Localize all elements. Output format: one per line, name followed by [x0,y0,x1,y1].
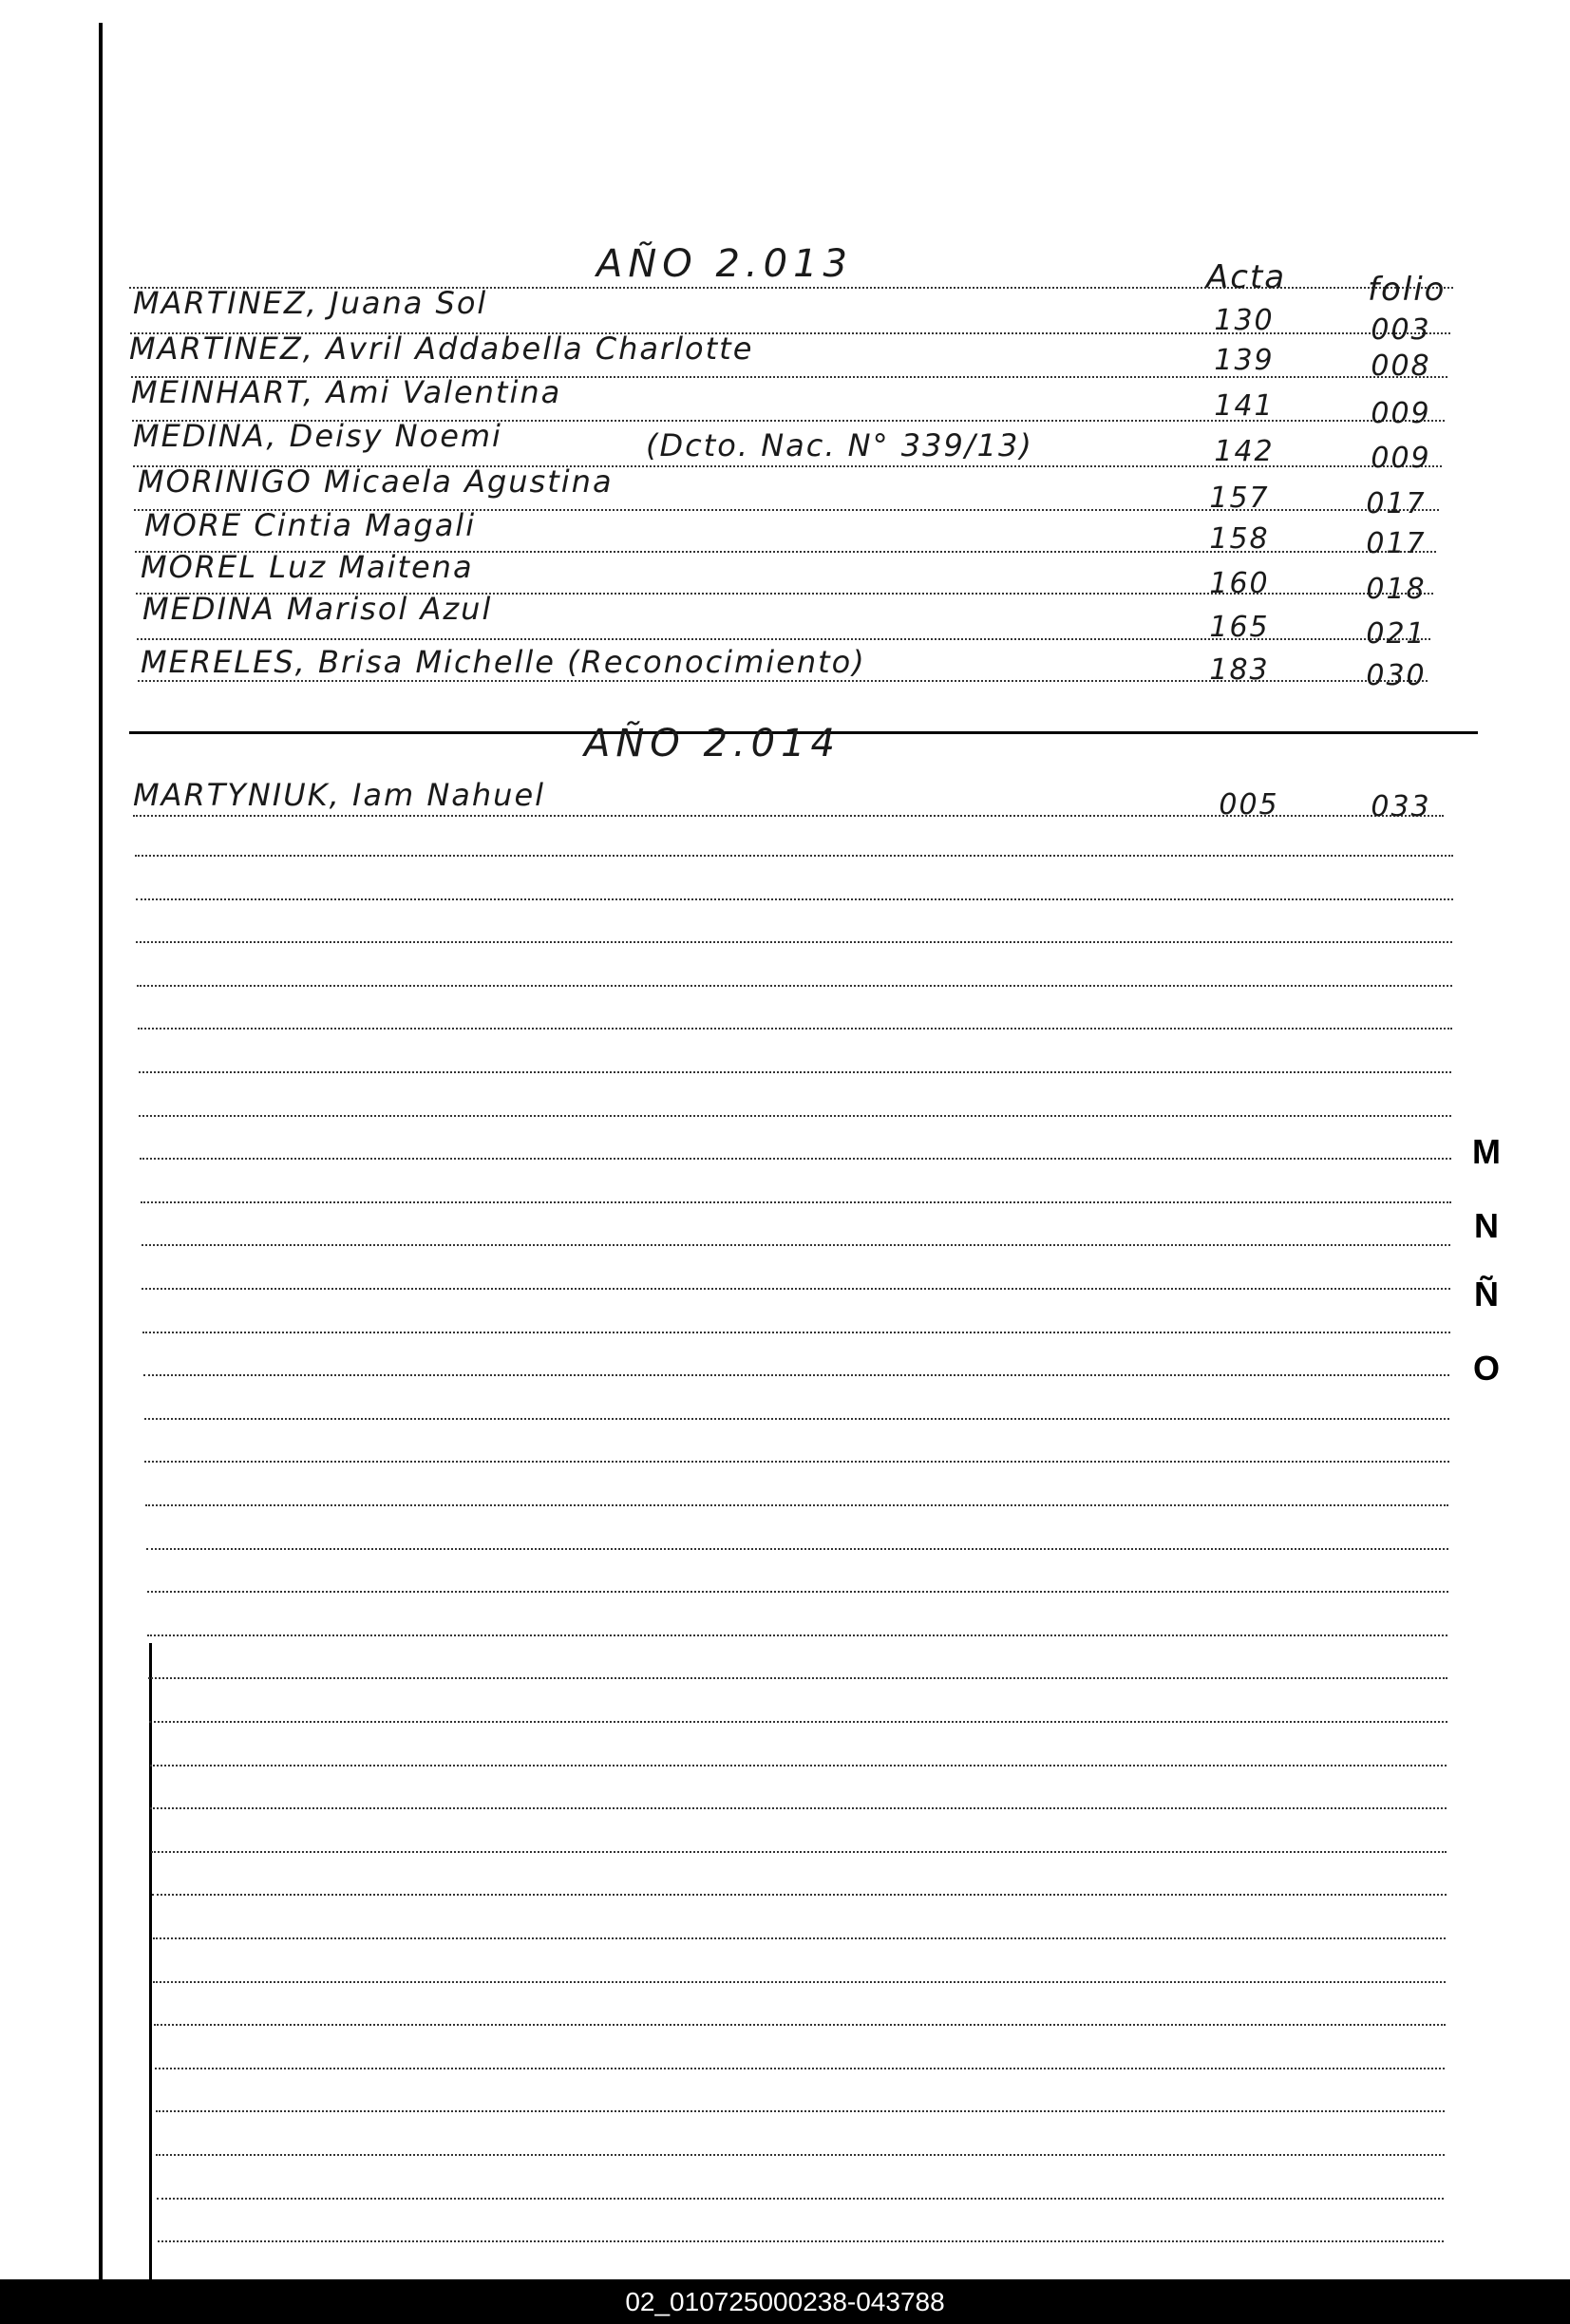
dotted-rule [144,1461,1449,1463]
dotted-rule [153,1981,1446,1983]
dotted-rule [151,1851,1447,1853]
entry-acta: 165 [1209,611,1270,644]
dotted-rule [153,1937,1446,1939]
entry-acta: 183 [1209,653,1270,687]
dotted-rule [145,1504,1448,1506]
dotted-rule [150,1765,1447,1767]
dotted-rule [156,2110,1445,2112]
dotted-rule [138,1028,1452,1030]
index-tab-m: M [1472,1132,1501,1171]
entry-acta: 141 [1214,389,1275,423]
dotted-rule [146,1548,1448,1550]
entry-folio: 017 [1366,527,1427,560]
entry-acta: 158 [1209,522,1270,556]
index-tab-n: N [1474,1206,1499,1245]
heading-2014: AÑO 2.014 [584,722,841,765]
heading-2013: AÑO 2.013 [596,242,853,286]
entry-note: (Dcto. Nac. N° 339/13) [646,427,1033,463]
dotted-rule [136,898,1453,900]
entry-name: MORINIGO Micaela Agustina [138,463,614,500]
dotted-rule [155,2068,1445,2069]
footer-code: 02_010725000238-043788 [0,2279,1570,2324]
entry-name: MEDINA, Deisy Noemi [133,418,502,454]
entry-acta: 139 [1214,344,1275,377]
left-margin-line [99,23,103,2279]
entry-name: MARTINEZ, Juana Sol [133,285,488,321]
dotted-rule [141,1201,1451,1203]
column-header-folio: folio [1368,271,1447,309]
entry-acta: 005 [1219,788,1279,822]
entry-name: MORE Cintia Magali [144,507,477,543]
dotted-rule [143,1374,1449,1376]
dotted-rule [139,1071,1451,1073]
entry-acta: 130 [1214,304,1275,337]
entry-name: MARTYNIUK, Iam Nahuel [133,777,546,813]
dotted-rule [139,1115,1451,1117]
entry-name: MERELES, Brisa Michelle (Reconocimiento) [141,644,866,680]
entry-folio: 030 [1366,659,1427,692]
dotted-rule [147,1591,1448,1593]
dotted-rule [142,1244,1450,1246]
column-header-acta: Acta [1206,258,1287,296]
entry-folio: 017 [1366,487,1427,520]
dotted-rule [150,1807,1447,1809]
index-tab-o: O [1472,1349,1500,1388]
dotted-rule [148,1677,1447,1679]
dotted-rule [137,985,1452,987]
entry-folio: 033 [1371,790,1431,823]
entry-name: MEINHART, Ami Valentina [131,374,562,410]
entry-folio: 003 [1371,313,1431,347]
entry-acta: 157 [1209,482,1270,515]
dotted-rule [152,1894,1447,1896]
dotted-rule [136,941,1452,943]
dotted-rule [158,2240,1444,2242]
entry-folio: 009 [1371,397,1431,430]
index-tab-enye: Ñ [1474,1275,1499,1313]
dotted-rule [149,1721,1447,1723]
dotted-rule [157,2198,1444,2200]
dotted-rule [144,1418,1449,1420]
dotted-rule [135,855,1453,857]
entry-folio: 009 [1371,442,1431,475]
dotted-rule [156,2154,1445,2156]
dotted-rule [147,1634,1447,1636]
entry-name: MEDINA Marisol Azul [142,591,493,627]
dotted-rule [142,1332,1450,1333]
entry-folio: 008 [1371,350,1431,383]
lower-margin-line [149,1643,152,2279]
entry-acta: 142 [1214,435,1275,468]
entry-name: MARTINEZ, Avril Addabella Charlotte [129,331,754,367]
entry-acta: 160 [1209,567,1270,600]
entry-folio: 021 [1366,617,1427,651]
dotted-rule [142,1288,1450,1290]
dotted-rule [140,1158,1451,1160]
dotted-rule [154,2024,1446,2026]
entry-name: MOREL Luz Maitena [141,549,474,585]
entry-folio: 018 [1366,573,1427,606]
